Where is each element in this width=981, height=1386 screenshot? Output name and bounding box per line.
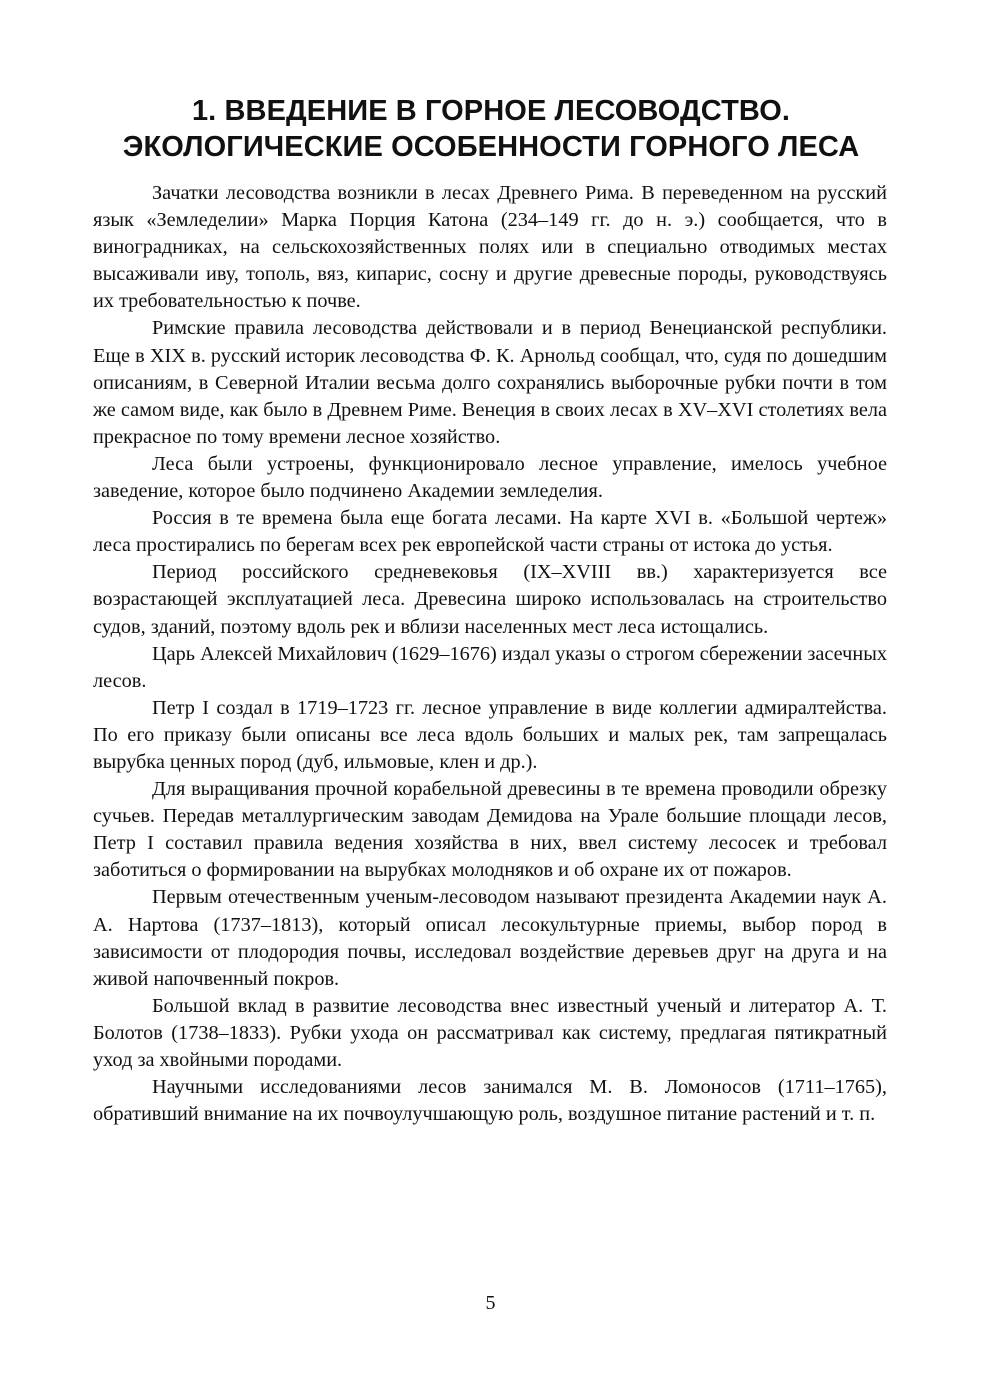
paragraph: Царь Алексей Михайлович (1629–1676) издал указы о строгом сбережении засечных лесов. xyxy=(93,642,887,692)
paragraph: Для выращивания прочной корабельной древесины в те времена проводили обрезку сучьев. Передав металлургическим заводам Демидова на Урале большие площади лесов, Петр I составил правила ведения хозяйства в них, ввел систему лесосек и требовал заботиться о формировании на вырубках молодняков и об охране их от пожаров. xyxy=(93,778,887,882)
body-text xyxy=(93,180,887,1128)
paragraph: Большой вклад в развитие лесоводства внес известный ученый и литератор А. Т. Болотов (1738–1833). Рубки ухода он рассматривал как систему, предлагая пятикратный уход за хвойными породами. xyxy=(93,994,887,1071)
page-number: 5 xyxy=(485,1292,496,1314)
chapter-title-line-1: 1. ВВЕДЕНИЕ В ГОРНОЕ ЛЕСОВОДСТВО. xyxy=(191,95,791,127)
chapter-title-line-2: ЭКОЛОГИЧЕСКИЕ ОСОБЕННОСТИ ГОРНОГО ЛЕСА xyxy=(122,131,860,163)
paragraph: Леса были устроены, функционировало лесное управление, имелось учебное заведение, которое было подчинено Академии земледелия. xyxy=(93,452,887,503)
paragraph: Научными исследованиями лесов занимался М. В. Ломоносов (1711–1765), обративший внимание на их почвоулучшающую роль, воздушное питание растений и т. п. xyxy=(93,1076,887,1126)
paragraph: Римские правила лесоводства действовали и в период Венецианской республики. Еще в XIX в. русский историк лесоводства Ф. К. Арнольд сообщал, что, судя по дошедшим описаниям, в Северной Италии весьма долго сохранялись выборочные рубки почти в том же самом виде, как было в Древнем Риме. Венеция в своих лесах в XV–XVI столетиях вела прекрасное по тому времени лесное хозяйство. xyxy=(93,317,887,448)
paragraph: Петр I создал в 1719–1723 гг. лесное управление в виде коллегии адмиралтейства. По его приказу были описаны все леса вдоль больших и малых рек, там запрещалась вырубка ценных пород (дуб, ильмовые, клен и др.). xyxy=(93,696,887,773)
chapter-title xyxy=(95,93,887,165)
paragraph: Россия в те времена была еще богата лесами. На карте XVI в. «Большой чертеж» леса простирались по берегам всех рек европейской части страны от истока до устья. xyxy=(93,507,887,557)
paragraph: Зачатки лесоводства возникли в лесах Древнего Рима. В переведенном на русский язык «Земледелии» Марка Порция Катона (234–149 гг. до н. э.) сообщается, что в виноградниках, на сельскохозяйственных полях или в специально отводимых местах высаживали иву, тополь, вяз, кипарис, сосну и другие древесные породы, руководствуясь их требовательностью к почве. xyxy=(93,182,887,313)
paragraph: Период российского средневековья (IX–XVIII вв.) характеризуется все возрастающей эксплуатацией леса. Древесина широко использовалась на строительство судов, зданий, поэтому вдоль рек и вблизи населенных мест леса истощались. xyxy=(93,561,887,638)
paragraph: Первым отечественным ученым-лесоводом называют президента Академии наук А. А. Нартова (1737–1813), который описал лесокультурные приемы, выбор пород в зависимости от плодородия почвы, исследовал воздействие деревьев друг на друга и на живой напочвенный покров. xyxy=(93,886,887,990)
